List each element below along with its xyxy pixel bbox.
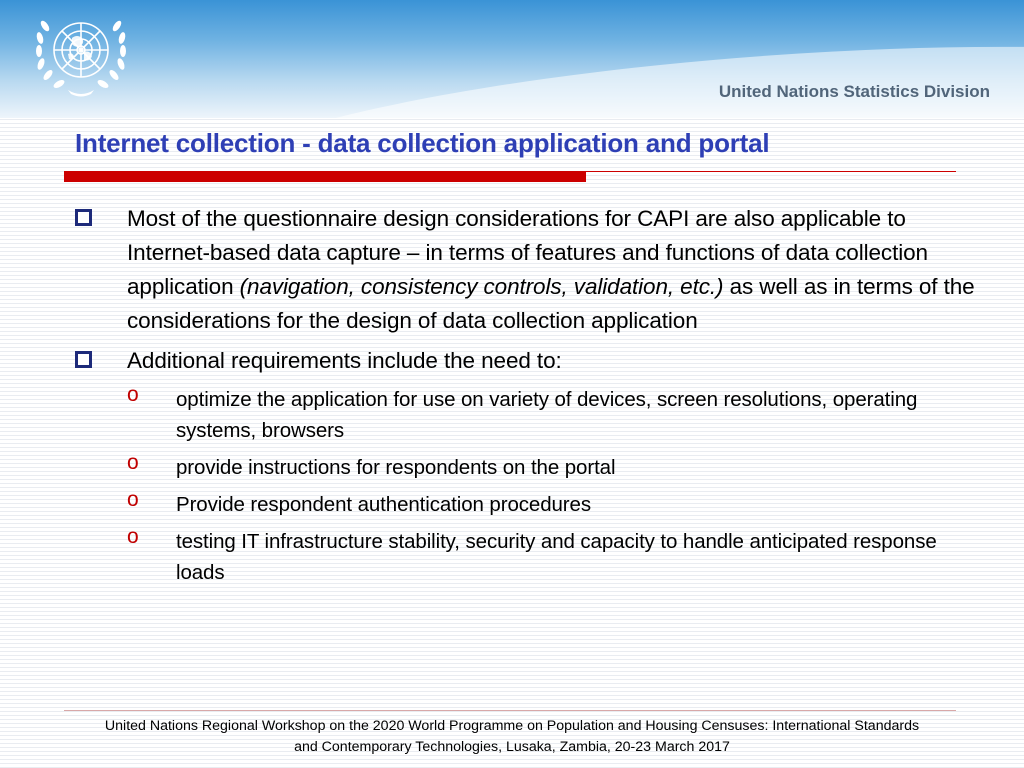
bullet-text-italic: (navigation, consistency controls, validation, etc.) — [239, 274, 724, 299]
un-emblem-icon — [28, 8, 134, 100]
sub-bullet-marker: o — [127, 451, 139, 474]
sub-bullet-item — [75, 489, 985, 520]
square-checkbox-icon — [75, 209, 92, 226]
sub-bullet-item — [75, 384, 985, 446]
bullet-text-part: Most of the questionnaire design considerations for CAPI are also applicable to Internet-based data capture – in terms of features and functions of data collection application — [127, 206, 928, 299]
sub-bullet-text: Provide respondent authentication procedures — [176, 493, 591, 516]
sub-bullet-marker: o — [127, 525, 139, 548]
sub-bullet-marker: o — [127, 383, 139, 406]
slide-title: Internet collection - data collection application and portal — [75, 128, 770, 158]
organization-name: United Nations Statistics Division — [718, 82, 990, 101]
square-checkbox-icon — [75, 351, 92, 368]
bullet-item — [75, 202, 985, 338]
slide-content — [75, 202, 985, 588]
sub-bullet-item — [75, 526, 985, 588]
sub-bullet-text: testing IT infrastructure stability, security and capacity to handle anticipated response loads — [176, 530, 937, 584]
bullet-item — [75, 344, 985, 378]
sub-bullet-item — [75, 452, 985, 483]
bullet-text-part: as well as in terms of the considerations for the design of data collection application — [127, 274, 975, 333]
footer-line-1: United Nations Regional Workshop on the 2020 World Programme on Population and Housing Censuses: International Standards — [104, 718, 920, 734]
sub-bullet-marker: o — [127, 488, 139, 511]
bullet-text: Additional requirements include the need to: — [127, 348, 562, 373]
header-banner — [0, 0, 1024, 118]
footer-line-2: and Contemporary Technologies, Lusaka, Zambia, 20-23 March 2017 — [294, 739, 730, 755]
sub-bullet-text: provide instructions for respondents on the portal — [176, 456, 616, 479]
bullet-text — [127, 202, 985, 338]
title-rule-thick — [64, 171, 586, 182]
footer — [50, 716, 974, 758]
header-sweep — [174, 13, 1024, 118]
sub-bullet-text: optimize the application for use on variety of devices, screen resolutions, operating systems, browsers — [176, 388, 918, 442]
title-rule-thin — [586, 171, 956, 172]
footer-rule — [64, 710, 956, 711]
